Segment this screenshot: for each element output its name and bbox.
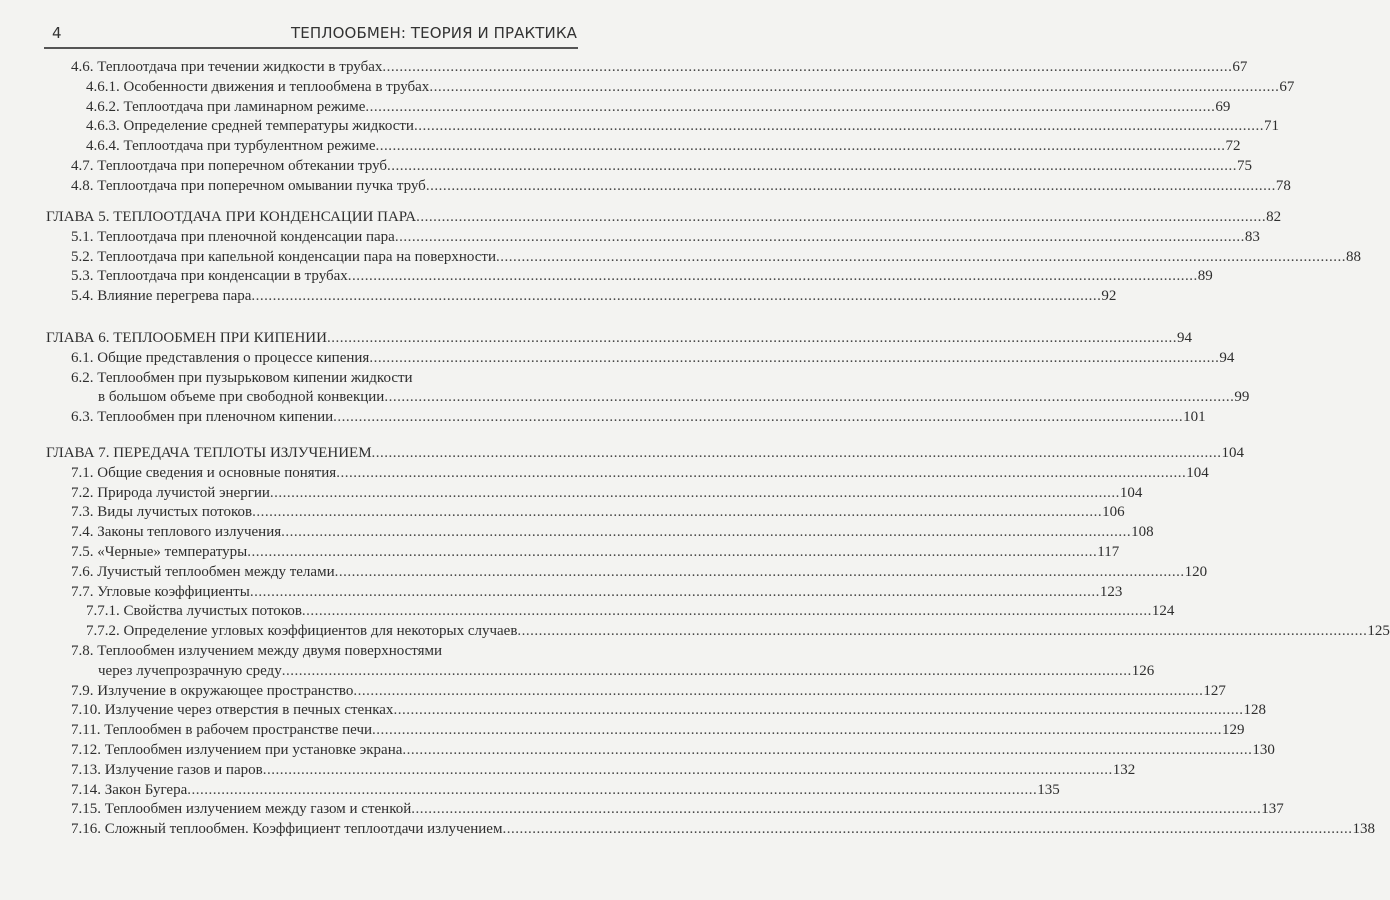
toc-entry-title: 6.1. Общие представления о процессе кипения <box>71 349 370 366</box>
dot-leader: ........................................................................................................................................................................................................ <box>387 157 1238 174</box>
dot-leader: ........................................................................................................................................................................................................ <box>425 177 1276 194</box>
toc-chapter-entry[interactable] <box>0 329 1192 349</box>
page-number: 4 <box>52 24 62 42</box>
toc-entry-page: 125 <box>1367 623 1390 640</box>
toc-entry-title: 7.1. Общие сведения и основные понятия <box>71 464 337 481</box>
toc-entry[interactable] <box>0 800 1284 820</box>
dot-leader: ........................................................................................................................................................................................................ <box>336 464 1187 481</box>
toc-chapter-entry[interactable] <box>0 444 1245 464</box>
toc-entry-page: 101 <box>1183 409 1206 426</box>
toc-entry-title: 4.6.4. Теплоотдача при турбулентном режиме <box>86 138 376 155</box>
dot-leader: ........................................................................................................................................................................................................ <box>411 801 1262 818</box>
toc-entry[interactable] <box>0 349 1235 369</box>
toc-entry-page: 132 <box>1112 761 1136 778</box>
toc-entry-page: 126 <box>1131 662 1155 679</box>
toc-entry-page: 135 <box>1037 781 1060 798</box>
dot-leader: ........................................................................................................................................................................................................ <box>384 389 1235 406</box>
dot-leader: ........................................................................................................................................................................................................ <box>517 623 1368 640</box>
toc-entry-title: ГЛАВА 6. ТЕПЛООБМЕН ПРИ КИПЕНИИ <box>46 330 327 346</box>
dot-leader: ........................................................................................................................................................................................................ <box>496 248 1347 265</box>
toc-entry[interactable] <box>0 177 1291 197</box>
toc-entry[interactable] <box>0 662 1155 682</box>
dot-leader: ........................................................................................................................................................................................................ <box>247 543 1098 560</box>
toc-entry[interactable] <box>0 622 1390 642</box>
toc-entry-title: 7.11. Теплообмен в рабочем пространстве печи <box>71 722 373 739</box>
toc-entry[interactable] <box>0 484 1143 504</box>
dot-leader: ........................................................................................................................................................................................................ <box>269 484 1120 501</box>
toc-entry-title: 6.2. Теплообмен при пузырьковом кипении жидкости <box>71 369 413 386</box>
toc-entry[interactable] <box>0 761 1136 781</box>
dot-leader: ........................................................................................................................................................................................................ <box>416 209 1267 225</box>
toc-entry-page: 75 <box>1237 157 1253 174</box>
toc-entry-page: 108 <box>1131 524 1154 541</box>
toc-entry[interactable] <box>0 682 1226 702</box>
toc-entry-page: 99 <box>1234 389 1250 406</box>
toc-entry-page: 78 <box>1275 177 1291 194</box>
toc-entry-page: 71 <box>1263 118 1279 135</box>
dot-leader: ........................................................................................................................................................................................................ <box>382 59 1233 75</box>
toc-entry-title: 4.6.1. Особенности движения и теплообмена в трубах <box>86 78 430 95</box>
toc-entry-title: через лучепрозрачную среду <box>98 662 282 679</box>
dot-leader: ........................................................................................................................................................................................................ <box>281 662 1132 679</box>
toc-entry-page: 106 <box>1102 504 1125 521</box>
toc-entry-page: 94 <box>1176 330 1192 346</box>
toc-entry-title: в большом объеме при свободной конвекции <box>98 389 385 406</box>
toc-entry[interactable] <box>0 248 1362 268</box>
dot-leader: ........................................................................................................................................................................................................ <box>429 78 1280 95</box>
toc-group-chapter-7 <box>0 444 1390 840</box>
toc-entry[interactable] <box>0 781 1060 801</box>
dot-leader: ........................................................................................................................................................................................................ <box>375 138 1226 155</box>
toc-entry-page: 89 <box>1197 268 1213 285</box>
toc-entry-title: 7.7.2. Определение угловых коэффициентов для некоторых случаев <box>86 623 518 640</box>
toc-entry-page: 130 <box>1252 741 1275 758</box>
running-header-title: ТЕПЛООБМЕН: ТЕОРИЯ И ПРАКТИКА <box>291 24 577 42</box>
toc-entry[interactable] <box>0 408 1206 428</box>
toc-entry-page: 67 <box>1232 59 1248 75</box>
toc-entry[interactable] <box>0 701 1266 721</box>
toc-entry-page: 104 <box>1119 484 1143 501</box>
toc-entry-page: 117 <box>1097 543 1120 560</box>
toc-entry-title: 4.7. Теплоотдача при поперечном обтекании труб <box>71 157 388 174</box>
toc-entry[interactable] <box>0 642 600 662</box>
toc-entry[interactable] <box>0 721 1245 741</box>
toc-entry[interactable] <box>0 58 1248 78</box>
toc-chapter-entry[interactable] <box>0 208 1282 228</box>
dot-leader: ........................................................................................................................................................................................................ <box>326 330 1177 346</box>
toc-group-chapter-5 <box>0 208 1362 307</box>
toc-entry-title: 7.3. Виды лучистых потоков <box>71 504 253 521</box>
toc-entry-page: 69 <box>1215 98 1231 115</box>
toc-entry-page: 72 <box>1225 138 1241 155</box>
dot-leader: ........................................................................................................................................................................................................ <box>334 563 1185 580</box>
toc-entry-page: 137 <box>1261 801 1284 818</box>
dot-leader: ........................................................................................................................................................................................................ <box>249 583 1100 600</box>
dot-leader: ........................................................................................................................................................................................................ <box>402 741 1253 758</box>
dot-leader: ........................................................................................................................................................................................................ <box>333 409 1184 426</box>
toc-entry[interactable] <box>0 563 1208 583</box>
dot-leader: ........................................................................................................................................................................................................ <box>301 603 1152 620</box>
toc-entry-title: 7.7. Угловые коэффициенты <box>71 583 250 600</box>
toc-entry-title: 7.10. Излучение через отверстия в печных стенках <box>71 702 394 719</box>
dot-leader: ........................................................................................................................................................................................................ <box>262 761 1113 778</box>
toc-entry[interactable] <box>0 78 1295 98</box>
toc-entry-page: 88 <box>1346 248 1362 265</box>
toc-entry[interactable] <box>0 157 1253 177</box>
toc-entry-page: 94 <box>1219 349 1235 366</box>
dot-leader: ........................................................................................................................................................................................................ <box>371 445 1222 461</box>
toc-entry[interactable] <box>0 464 1209 484</box>
toc-entry-page: 124 <box>1151 603 1175 620</box>
toc-entry-title: 4.6.2. Теплоотдача при ламинарном режиме <box>86 98 366 115</box>
toc-entry-title: ГЛАВА 5. ТЕПЛООТДАЧА ПРИ КОНДЕНСАЦИИ ПАРА <box>46 209 417 225</box>
toc-entry-title: 7.5. «Черные» температуры <box>71 543 248 560</box>
dot-leader: ........................................................................................................................................................................................................ <box>353 682 1204 699</box>
toc-entry-page: 123 <box>1099 583 1123 600</box>
dot-leader: ........................................................................................................................................................................................................ <box>252 504 1103 521</box>
toc-entry-title: 6.3. Теплообмен при пленочном кипении <box>71 409 334 426</box>
toc-entry-title: 7.14. Закон Бугера <box>71 781 188 798</box>
toc-group-chapter-6 <box>0 329 1250 428</box>
toc-entry-title: 7.2. Природа лучистой энергии <box>71 484 270 501</box>
toc-entry-title: 7.7.1. Свойства лучистых потоков <box>86 603 302 620</box>
toc-entry-page: 128 <box>1243 702 1266 719</box>
toc-entry-title: 4.6. Теплоотдача при течении жидкости в трубах <box>71 59 383 75</box>
toc-entry-title: 5.1. Теплоотдача при пленочной конденсации пара <box>71 228 395 245</box>
toc-entry-page: 92 <box>1101 288 1117 305</box>
toc-entry[interactable] <box>0 583 1123 603</box>
toc-entry-title: 7.16. Сложный теплообмен. Коэффициент теплоотдачи излучением <box>71 821 503 838</box>
toc-entry[interactable] <box>0 820 1375 840</box>
toc-entry-page: 104 <box>1221 445 1245 461</box>
dot-leader: ........................................................................................................................................................................................................ <box>372 722 1223 739</box>
toc-entry[interactable] <box>0 388 1250 408</box>
toc-entry-title: ГЛАВА 7. ПЕРЕДАЧА ТЕПЛОТЫ ИЗЛУЧЕНИЕМ <box>46 445 372 461</box>
toc-entry[interactable] <box>0 98 1231 118</box>
toc-entry[interactable] <box>0 137 1241 157</box>
toc-entry[interactable] <box>0 523 1154 543</box>
toc-entry-title: 5.3. Теплоотдача при конденсации в трубах <box>71 268 348 285</box>
dot-leader: ........................................................................................................................................................................................................ <box>365 98 1216 115</box>
toc-entry-page: 127 <box>1203 682 1226 699</box>
toc-entry-page: 83 <box>1244 228 1260 245</box>
dot-leader: ........................................................................................................................................................................................................ <box>393 702 1244 719</box>
toc-entry-title: 7.4. Законы теплового излучения <box>71 524 282 541</box>
toc-entry[interactable] <box>0 543 1120 563</box>
toc-entry-page: 104 <box>1186 464 1209 481</box>
toc-entry[interactable] <box>0 503 1125 523</box>
dot-leader: ........................................................................................................................................................................................................ <box>187 781 1038 798</box>
dot-leader: ........................................................................................................................................................................................................ <box>413 118 1264 135</box>
toc-entry-title: 4.8. Теплоотдача при поперечном омывании пучка труб <box>71 177 426 194</box>
toc-entry-title: 7.15. Теплообмен излучением между газом и стенкой <box>71 801 412 818</box>
toc-entry-page: 67 <box>1279 78 1295 95</box>
toc-entry-title: 5.4. Влияние перегрева пара <box>71 288 252 305</box>
toc-entry-title: 7.8. Теплообмен излучением между двумя поверхностями <box>71 642 443 659</box>
toc-entry[interactable] <box>0 287 1117 307</box>
toc-entry-title: 4.6.3. Определение средней температуры жидкости <box>86 118 414 135</box>
toc-entry-title: 7.12. Теплообмен излучением при установке экрана <box>71 741 403 758</box>
toc-entry-title: 7.9. Излучение в окружающее пространство <box>71 682 354 699</box>
toc-entry-page: 138 <box>1352 821 1375 838</box>
toc-entry[interactable] <box>0 228 1260 248</box>
toc-entry-page: 120 <box>1184 563 1208 580</box>
toc-group-chapter-4 <box>0 58 1295 197</box>
toc-entry-title: 7.13. Излучение газов и паров <box>71 761 263 778</box>
toc-entry[interactable] <box>0 369 600 389</box>
dot-leader: ........................................................................................................................................................................................................ <box>347 268 1198 285</box>
dot-leader: ........................................................................................................................................................................................................ <box>502 821 1353 838</box>
dot-leader: ........................................................................................................................................................................................................ <box>394 228 1245 245</box>
header-divider <box>44 47 578 49</box>
toc-entry-page: 82 <box>1266 209 1282 225</box>
toc-entry-title: 5.2. Теплоотдача при капельной конденсации пара на поверхности <box>71 248 497 265</box>
dot-leader: ........................................................................................................................................................................................................ <box>251 288 1102 305</box>
toc-entry[interactable] <box>0 267 1213 287</box>
dot-leader: ........................................................................................................................................................................................................ <box>281 524 1132 541</box>
toc-entry[interactable] <box>0 741 1275 761</box>
toc-entry-page: 129 <box>1222 722 1245 739</box>
dot-leader: ........................................................................................................................................................................................................ <box>369 349 1220 366</box>
toc-entry[interactable] <box>0 602 1175 622</box>
toc-entry-title: 7.6. Лучистый теплообмен между телами <box>71 563 335 580</box>
toc-entry[interactable] <box>0 117 1279 137</box>
